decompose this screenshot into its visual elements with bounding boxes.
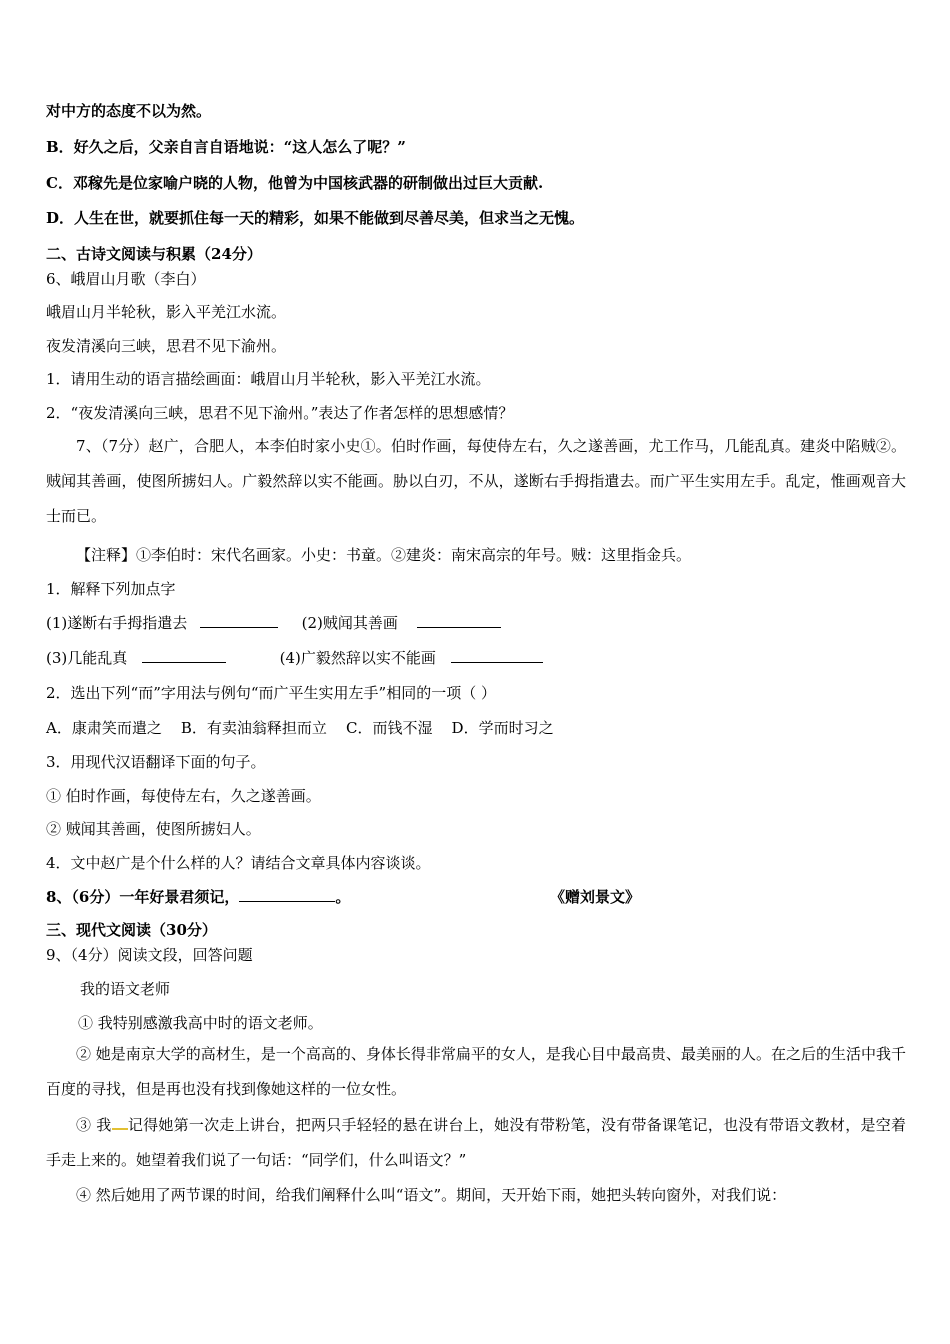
answer-blank-4[interactable]: [451, 648, 543, 663]
q7-sub-3: 3．用现代汉语翻译下面的句子。: [46, 753, 266, 771]
essay-paragraph-3: [46, 1108, 906, 1178]
q7-passage: 7、（7分）赵广，合肥人，本李伯时家小史①。伯时作画，每使侍左右，久之遂善画，尤工作马，几能乱真。建炎中陷贼②。贼闻其善画，使图所掳妇人。广毅然辞以实不能画。胁以白刃，不从，遂断右手拇指遣去。而广平生实用左手。乱定，惟画观音大士而已。: [46, 437, 906, 525]
section-2-title: 二、古诗文阅读与积累（24分）: [46, 245, 262, 263]
q8-end: 。: [335, 888, 351, 906]
q7-options: A．康肃笑而遣之 B．有卖油翁释担而立 C．而钱不湿 D．学而时习之: [46, 719, 554, 737]
q7-sub-1: 1．解释下列加点字: [46, 580, 176, 598]
q6-sub-1: 1．请用生动的语言描绘画面：峨眉山月半轮秋，影入平羌江水流。: [46, 370, 491, 388]
essay-paragraph-3-rest: 记得她第一次走上讲台，把两只手轻轻的悬在讲台上，她没有带粉笔，没有带备课笔记，也没有带语文教材，是空着手走上来的。她望着我们说了一句话：“同学们，什么叫语文？”: [46, 1116, 906, 1169]
option-c: C．邓稼先是位家喻户晓的人物，他曾为中国核武器的研制做出过巨大贡献.: [46, 174, 544, 192]
q8-answer-blank[interactable]: [239, 887, 335, 902]
q7-word-4: (4)广毅然辞以实不能画: [279, 649, 436, 667]
q7-word-3: (3)几能乱真: [46, 649, 128, 667]
q7-word-row-1: [46, 612, 501, 634]
q7-translate-1: ① 伯时作画，每使侍左右，久之遂善画。: [46, 787, 321, 805]
option-b: B．好久之后，父亲自言自语地说：“这人怎么了呢？”: [46, 138, 406, 156]
q8-text: 8、（6分）一年好景君须记，: [46, 888, 240, 906]
q7-word-2: (2)贼闻其善画: [301, 614, 398, 632]
answer-blank-3[interactable]: [142, 648, 226, 663]
q8-source: 《赠刘景文》: [550, 888, 641, 906]
section-3-title: 三、现代文阅读（30分）: [46, 921, 217, 939]
q9-head: 9、（4分）阅读文段，回答问题: [46, 946, 253, 964]
essay-paragraph-4: ④ 然后她用了两节课的时间，给我们阐释什么叫“语文”。期间，天开始下雨，她把头转向窗外，对我们说：: [76, 1186, 787, 1204]
q6-poem-line-1: 峨眉山月半轮秋，影入平羌江水流。: [46, 303, 287, 321]
q7-word-row-2: [46, 647, 543, 669]
q6-head: 6、峨眉山月歌（李白）: [46, 270, 206, 288]
essay-title: 我的语文老师: [80, 980, 171, 998]
q7-sub-2: 2．选出下列“而”字用法与例句“而广平生实用左手”相同的一项（ ）: [46, 684, 496, 702]
q6-poem-line-2: 夜发清溪向三峡，思君不见下渝州。: [46, 337, 287, 355]
highlight-mark: [112, 1118, 128, 1130]
essay-paragraph-2: ② 她是南京大学的高材生，是一个高高的、身体长得非常扁平的女人，是我心目中最高贵、最美丽的人。在之后的生活中我千百度的寻找，但是再也没有找到像她这样的一位女性。: [46, 1045, 906, 1098]
essay-paragraph-1: ① 我特别感激我高中时的语文老师。: [78, 1014, 323, 1032]
answer-blank-1[interactable]: [200, 613, 278, 628]
q6-sub-2: 2．“夜发清溪向三峡，思君不见下渝州。”表达了作者怎样的思想感情？: [46, 404, 514, 422]
option-a-tail: 对中方的态度不以为然。: [46, 102, 212, 120]
q7-word-1: (1)遂断右手拇指遣去: [46, 614, 188, 632]
essay-paragraph-3-start: ③ 我: [76, 1116, 112, 1134]
q7-translate-2: ② 贼闻其善画，使图所掳妇人。: [46, 820, 261, 838]
q8-line: [46, 886, 350, 908]
option-d: D．人生在世，就要抓住每一天的精彩，如果不能做到尽善尽美，但求当之无愧。: [46, 209, 585, 227]
answer-blank-2[interactable]: [417, 613, 501, 628]
q7-note: 【注释】①李伯时：宋代名画家。小史：书童。②建炎：南宋高宗的年号。贼：这里指金兵。: [76, 546, 692, 564]
q7-sub-4: 4．文中赵广是个什么样的人？请结合文章具体内容谈谈。: [46, 854, 431, 872]
